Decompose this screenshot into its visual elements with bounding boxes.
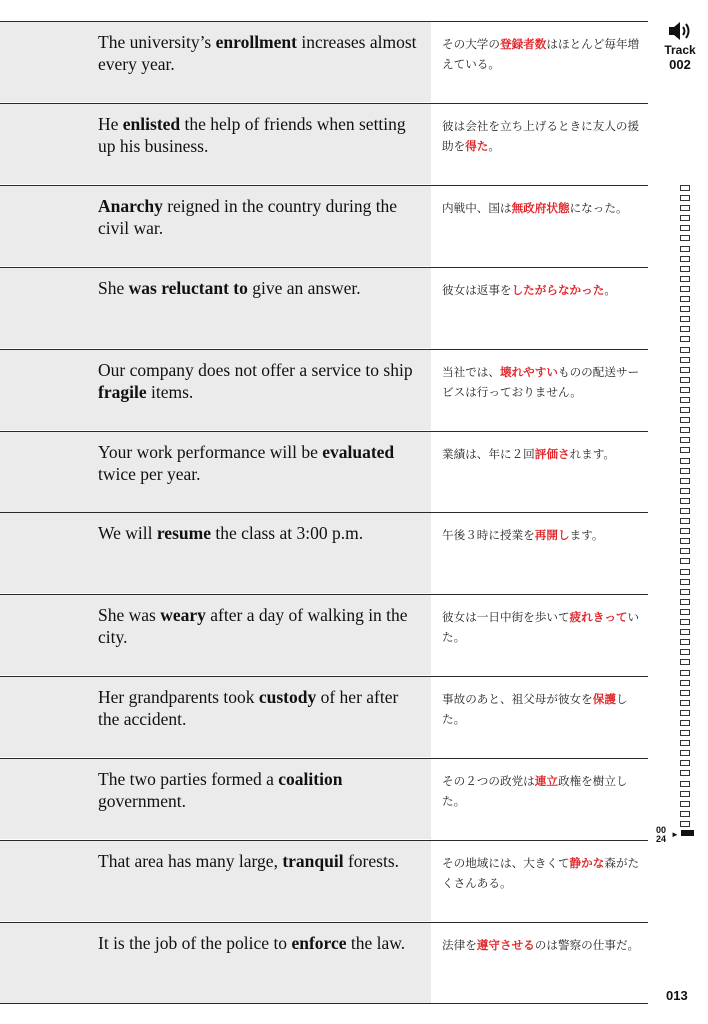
progress-checkbox[interactable]: [680, 498, 690, 504]
keyword: resume: [156, 523, 211, 544]
translation-text: 業績は、年に２回: [442, 446, 535, 461]
sentence-text: She: [98, 277, 129, 298]
progress-checkbox[interactable]: [680, 195, 690, 201]
progress-checkbox[interactable]: [680, 316, 690, 322]
progress-checkbox[interactable]: [680, 185, 690, 191]
progress-checkbox[interactable]: [680, 205, 690, 211]
progress-checkbox[interactable]: [680, 639, 690, 645]
progress-checkbox[interactable]: [680, 538, 690, 544]
english-sentence: [0, 513, 431, 593]
translation-text: ものの配送サービスは行っておりません。: [442, 364, 640, 399]
progress-checkbox[interactable]: [680, 478, 690, 484]
progress-checkbox[interactable]: [680, 801, 690, 807]
progress-current: 00: [656, 825, 667, 835]
keyword: coalition: [278, 769, 343, 790]
sentence-text: That area has many large,: [98, 851, 283, 871]
translation-text: いた。: [442, 610, 640, 645]
progress-checkbox[interactable]: [680, 266, 690, 272]
progress-checkbox[interactable]: [680, 488, 690, 494]
sentence-text: reigned in the country during the civil war.: [98, 195, 398, 238]
japanese-translation: [431, 350, 648, 430]
keyword: evaluated: [322, 441, 395, 462]
table-row: [0, 349, 648, 430]
keyword: was reluctant to: [128, 277, 248, 298]
progress-checkbox[interactable]: [680, 740, 690, 746]
keyword: tranquil: [282, 851, 344, 871]
japanese-translation: [431, 268, 648, 348]
progress-checkbox[interactable]: [680, 730, 690, 736]
sentence-text: of her after the accident.: [98, 687, 399, 730]
progress-checkbox[interactable]: [680, 417, 690, 423]
sentence-text: items.: [146, 381, 194, 402]
translation-text: 彼は会社を立ち上げるときに友人の援助を: [442, 118, 640, 153]
translation-text: その２つの政党は: [442, 774, 535, 789]
keyword: enforce: [291, 932, 347, 953]
progress-checkbox[interactable]: [680, 659, 690, 665]
progress-checkbox[interactable]: [680, 791, 690, 797]
speaker-icon[interactable]: [667, 20, 693, 42]
table-row: [0, 185, 648, 266]
progress-checkbox[interactable]: [680, 367, 690, 373]
progress-checkbox[interactable]: [680, 508, 690, 514]
japanese-translation: [431, 22, 648, 102]
progress-arrow-icon: ►: [671, 830, 679, 839]
track-number: 002: [669, 57, 691, 72]
progress-checkbox[interactable]: [680, 296, 690, 302]
progress-checkbox[interactable]: [680, 458, 690, 464]
translation-text: した。: [442, 692, 628, 727]
progress-checkbox[interactable]: [680, 437, 690, 443]
sentence-text: She was: [98, 605, 161, 626]
english-sentence: [0, 841, 431, 921]
english-sentence: [0, 432, 431, 512]
progress-checkbox[interactable]: [680, 306, 690, 312]
progress-checkbox[interactable]: [680, 528, 690, 534]
table-row: [0, 758, 648, 839]
progress-checkbox[interactable]: [680, 750, 690, 756]
english-sentence: [0, 22, 431, 102]
sentence-text: forests.: [343, 851, 400, 871]
progress-checkbox[interactable]: [680, 427, 690, 433]
table-row: [0, 676, 648, 757]
sentence-text: It is the job of the police to: [98, 932, 292, 953]
sentence-text: increases almost every year.: [98, 32, 417, 74]
table-row: [0, 922, 648, 1004]
japanese-translation: [431, 595, 648, 675]
sentence-text: the law.: [346, 932, 406, 953]
keyword: fragile: [98, 381, 147, 402]
translation-keyword: 連立: [534, 774, 558, 789]
translation-keyword: 静かな: [569, 856, 605, 870]
sentence-text: the help of friends when setting up his business.: [98, 113, 406, 156]
sentence-text: Her grandparents took: [98, 687, 259, 708]
progress-checkbox[interactable]: [680, 256, 690, 262]
keyword: weary: [160, 605, 206, 626]
translation-text: その地域には、大きくて: [442, 856, 570, 870]
sentence-text: twice per year.: [98, 463, 201, 484]
translation-text: はほとんど毎年増えている。: [442, 37, 640, 71]
progress-checkbox[interactable]: [680, 407, 690, 413]
translation-text: その大学の: [442, 37, 500, 51]
sentence-text: after a day of walking in the city.: [98, 605, 408, 648]
progress-checkbox[interactable]: [680, 811, 690, 817]
translation-text: 彼女は返事を: [442, 282, 512, 297]
progress-checkbox[interactable]: [680, 629, 690, 635]
translation-text: れます。: [569, 446, 616, 461]
progress-checkbox[interactable]: [680, 690, 690, 696]
translation-keyword: 壊れやすい: [499, 364, 558, 379]
translation-text: 法律を: [442, 937, 477, 952]
progress-checkbox[interactable]: [680, 215, 690, 221]
progress-checkbox[interactable]: [680, 468, 690, 474]
sentence-text: He: [98, 113, 123, 134]
progress-indicator: [656, 825, 679, 844]
english-sentence: [0, 104, 431, 184]
progress-checkbox[interactable]: [680, 387, 690, 393]
english-sentence: [0, 759, 431, 839]
progress-checkbox[interactable]: [680, 609, 690, 615]
progress-checkbox[interactable]: [680, 246, 690, 252]
translation-keyword: 再開し: [534, 528, 570, 543]
keyword: enrollment: [215, 32, 297, 52]
translation-keyword: 登録者数: [499, 37, 547, 51]
sentence-text: Your work performance will be: [98, 441, 323, 462]
keyword: Anarchy: [98, 195, 163, 216]
keyword: custody: [258, 687, 317, 708]
progress-checkbox[interactable]: [680, 548, 690, 554]
translation-keyword: したがらなかった: [511, 282, 605, 297]
progress-checkbox[interactable]: [680, 447, 690, 453]
translation-keyword: 無政府状態: [511, 200, 570, 215]
translation-text: ます。: [569, 528, 604, 543]
sentence-text: government.: [98, 791, 186, 812]
japanese-translation: [431, 759, 648, 839]
japanese-translation: [431, 186, 648, 266]
translation-text: 内戦中、国は: [442, 200, 512, 215]
japanese-translation: [431, 104, 648, 184]
japanese-translation: [431, 923, 648, 1003]
translation-text: 当社では、: [442, 364, 500, 379]
progress-checkbox[interactable]: [680, 821, 690, 827]
table-row: [0, 267, 648, 348]
progress-checkbox[interactable]: [680, 336, 690, 342]
keyword: enlisted: [122, 113, 181, 134]
progress-total: 24: [656, 834, 667, 844]
progress-checkbox[interactable]: [680, 347, 690, 353]
japanese-translation: [431, 677, 648, 757]
progress-checkbox[interactable]: [680, 619, 690, 625]
japanese-translation: [431, 513, 648, 593]
progress-checkbox[interactable]: [680, 700, 690, 706]
progress-checkbox[interactable]: [680, 235, 690, 241]
progress-checkbox[interactable]: [680, 670, 690, 676]
sentence-text: We will: [98, 523, 157, 544]
table-row: [0, 431, 648, 512]
progress-checkbox[interactable]: [680, 781, 690, 787]
translation-keyword: 遵守させる: [476, 937, 535, 952]
progress-checkbox[interactable]: [680, 569, 690, 575]
progress-checkbox[interactable]: [680, 518, 690, 524]
sentence-text: The university’s: [98, 32, 216, 52]
progress-checkbox[interactable]: [680, 599, 690, 605]
translation-text: 事故のあと、祖父母が彼女を: [442, 692, 593, 707]
sentence-text: the class at 3:00 p.m.: [210, 523, 364, 544]
english-sentence: [0, 186, 431, 266]
table-row: [0, 21, 648, 102]
english-sentence: [0, 677, 431, 757]
translation-text: 森がたくさんある。: [442, 856, 640, 890]
track-label: Track: [664, 43, 696, 57]
progress-checkbox[interactable]: [680, 680, 690, 686]
sentence-text: give an answer.: [247, 277, 361, 298]
progress-bar: [681, 830, 694, 836]
table-row: [0, 103, 648, 184]
translation-text: 午後３時に授業を: [442, 528, 535, 543]
translation-text: になった。: [569, 200, 628, 215]
progress-checkbox[interactable]: [680, 357, 690, 363]
table-row: [0, 512, 648, 593]
japanese-translation: [431, 841, 648, 921]
progress-checkbox[interactable]: [680, 720, 690, 726]
progress-checkbox[interactable]: [680, 326, 690, 332]
translation-keyword: 疲れきって: [569, 610, 628, 625]
translation-keyword: 保護: [592, 692, 616, 707]
progress-checkbox[interactable]: [680, 286, 690, 292]
progress-checkbox[interactable]: [680, 579, 690, 585]
progress-checkbox[interactable]: [680, 225, 690, 231]
progress-checkbox[interactable]: [680, 710, 690, 716]
progress-checkbox[interactable]: [680, 377, 690, 383]
progress-checkbox[interactable]: [680, 649, 690, 655]
translation-keyword: 得た: [465, 138, 489, 153]
progress-checkbox[interactable]: [680, 760, 690, 766]
english-sentence: [0, 595, 431, 675]
progress-checkbox[interactable]: [680, 558, 690, 564]
sentence-text: The two parties formed a: [98, 769, 279, 790]
japanese-translation: [431, 432, 648, 512]
english-sentence: [0, 350, 431, 430]
progress-checkbox[interactable]: [680, 770, 690, 776]
translation-text: のは警察の仕事だ。: [534, 937, 640, 952]
english-sentence: [0, 923, 431, 1003]
sentence-text: Our company does not offer a service to ship: [98, 359, 413, 380]
checkbox-column: [680, 185, 694, 831]
progress-checkbox[interactable]: [680, 276, 690, 282]
translation-text: 彼女は一日中街を歩いて: [442, 610, 570, 625]
table-row: [0, 840, 648, 921]
translation-text: 政権を樹立した。: [442, 774, 628, 809]
audio-track[interactable]: [662, 20, 698, 72]
english-sentence: [0, 268, 431, 348]
table-row: [0, 594, 648, 675]
translation-text: 。: [488, 138, 501, 153]
translation-text: 。: [604, 282, 616, 297]
translation-keyword: 評価さ: [534, 446, 570, 461]
progress-checkbox[interactable]: [680, 397, 690, 403]
progress-checkbox[interactable]: [680, 589, 690, 595]
page-number: 013: [666, 988, 688, 1003]
